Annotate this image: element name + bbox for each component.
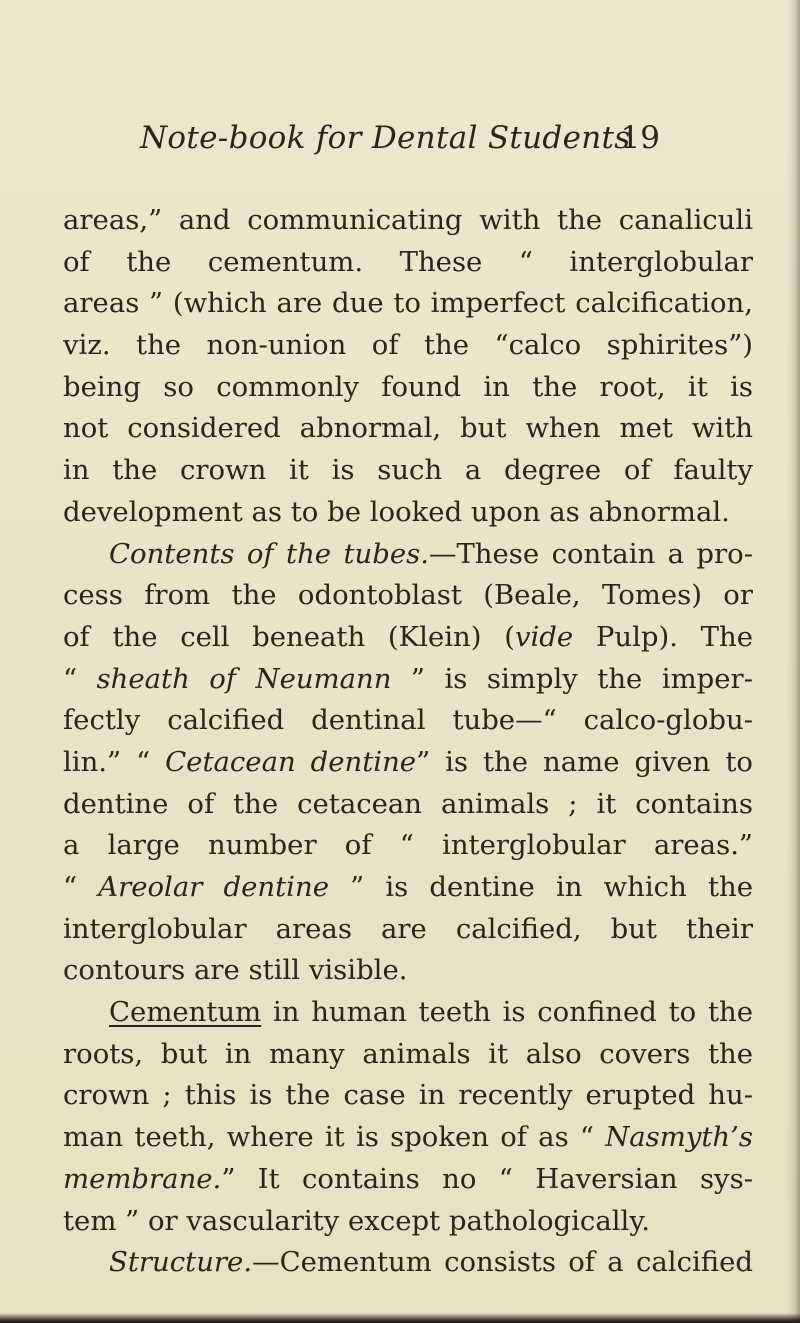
page-header	[140, 120, 660, 168]
italic-text: Nasmyth’s	[605, 1121, 753, 1154]
italic-text: Areolar dentine	[98, 871, 329, 903]
text-line	[63, 1201, 753, 1243]
text-segment: areas ” (which are due to imperfect calcification,	[63, 287, 753, 320]
text-segment: of the cell beneath (Klein) (	[63, 620, 515, 653]
text-line	[63, 325, 753, 367]
italic-text: vide	[514, 620, 574, 653]
text-line	[63, 492, 753, 534]
italic-text: Contents of the tubes.	[109, 537, 429, 570]
text-line	[63, 283, 753, 325]
page-bottom-edge	[0, 1313, 800, 1323]
text-segment: roots, but in many animals it also covers the	[63, 1037, 753, 1070]
text-line	[63, 700, 753, 742]
text-segment: in the crown it is such a degree of faulty	[63, 454, 753, 487]
text-segment: lin.” “	[63, 745, 166, 778]
text-segment: cess from the odontoblast (Beale, Tomes) or	[63, 579, 753, 612]
italic-text: membrane.	[63, 1162, 222, 1195]
text-line	[63, 825, 753, 867]
running-title: Note-book for Dental Students	[140, 120, 631, 156]
text-line	[63, 367, 753, 409]
text-segment: contours are still visible.	[63, 954, 408, 987]
text-line	[63, 784, 753, 826]
text-segment: —These contain a pro-	[428, 537, 753, 570]
text-line	[63, 617, 753, 659]
text-segment: “	[63, 871, 99, 903]
text-line	[63, 534, 753, 576]
body-text	[63, 200, 753, 1284]
text-line	[63, 200, 753, 242]
text-segment: areas,” and communicating with the canaliculi	[63, 204, 753, 236]
text-segment: interglobular areas are calcified, but their	[63, 912, 753, 945]
text-segment: man teeth, where it is spoken of as “	[63, 1121, 606, 1154]
text-segment: being so commonly found in the root, it is	[63, 370, 753, 403]
text-line	[63, 1159, 753, 1201]
italic-text: sheath of Neumann	[96, 662, 392, 695]
text-segment: —Cementum consists of a calcified	[252, 1246, 753, 1279]
text-line	[63, 1075, 753, 1117]
text-segment: ” is dentine in which the	[328, 871, 753, 903]
text-segment: of the cementum. These “ interglobular	[63, 245, 753, 278]
text-segment: not considered abnormal, but when met with	[63, 412, 753, 445]
text-line	[63, 1242, 753, 1284]
text-segment: dentine of the cetacean animals ; it contains	[63, 787, 753, 820]
text-line	[63, 450, 753, 492]
text-line	[63, 867, 753, 909]
text-line	[63, 1034, 753, 1076]
page-edge-shadow	[786, 0, 800, 1323]
text-line	[63, 242, 753, 284]
text-segment: Pulp). The	[573, 620, 753, 653]
italic-text: Structure.	[109, 1246, 253, 1279]
text-segment: “	[63, 662, 97, 695]
text-segment: viz. the non-union of the “calco sphirites”)	[63, 329, 753, 362]
text-segment: a large number of “ interglobular areas.”	[63, 829, 753, 862]
text-segment: crown ; this is the case in recently erupted hu-	[63, 1079, 753, 1112]
text-line	[63, 909, 753, 951]
text-line	[63, 992, 753, 1034]
text-segment: fectly calcified dentinal tube—“ calco-globu-	[63, 704, 753, 737]
text-line	[63, 742, 753, 784]
page-number: 19	[620, 120, 660, 156]
text-line	[63, 1117, 753, 1159]
text-segment: tem ” or vascularity except pathologically.	[63, 1204, 650, 1237]
text-line	[63, 575, 753, 617]
text-segment: ” It contains no “ Haversian sys-	[221, 1162, 753, 1195]
underlined-term: Cementum	[109, 996, 262, 1029]
text-segment: ” is simply the imper-	[391, 662, 753, 695]
text-line	[63, 659, 753, 701]
text-segment: ” is the name given to	[416, 745, 753, 778]
italic-text: Cetacean dentine	[165, 745, 417, 778]
text-line	[63, 408, 753, 450]
text-segment: in human teeth is confined to the	[261, 996, 753, 1029]
text-segment: development as to be looked upon as abnormal.	[63, 495, 730, 528]
text-line	[63, 950, 753, 992]
